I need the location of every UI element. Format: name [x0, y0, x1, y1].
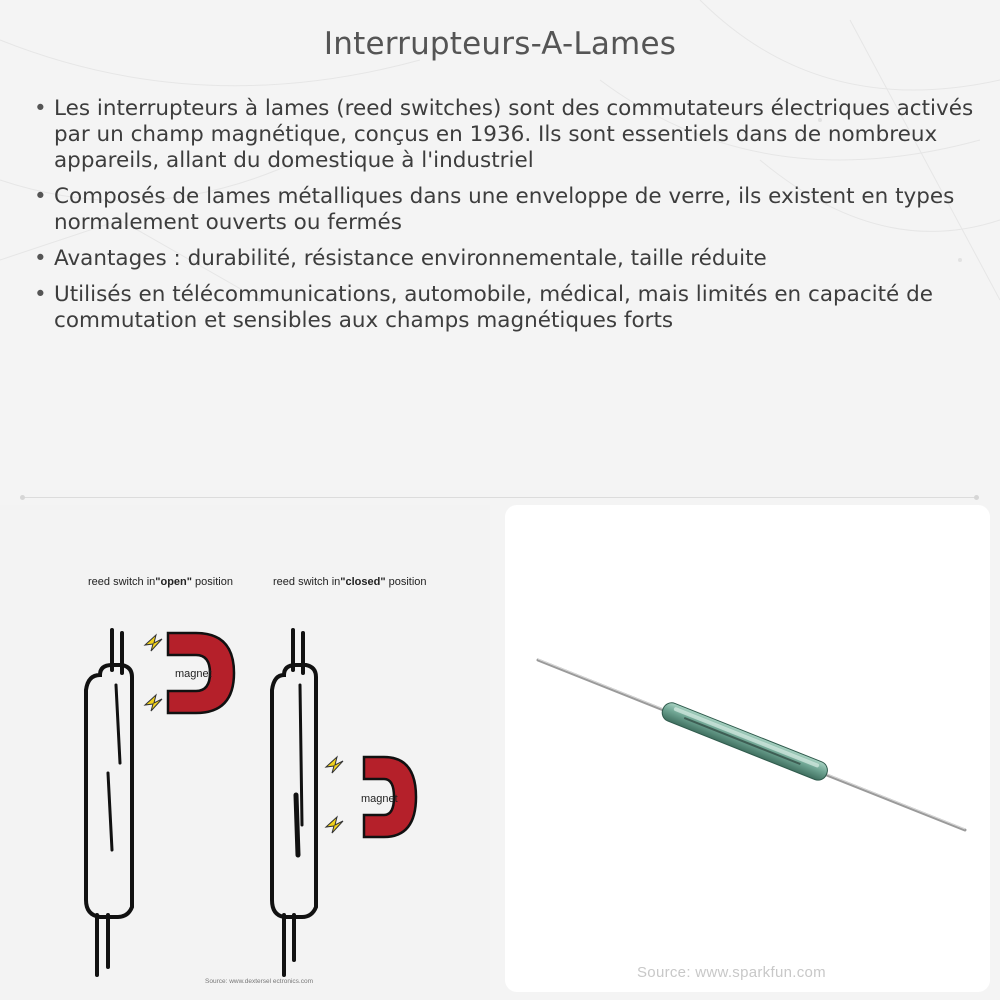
caption-closed: reed switch in"closed" position	[273, 576, 427, 588]
magnet-label: magnet	[175, 668, 212, 680]
magnetic-field-spark-icon	[326, 757, 343, 833]
bullet-item: • Avantages : durabilité, résistance environnementale, taille réduite	[32, 246, 982, 272]
reed-switch-diagram-panel	[0, 505, 490, 1000]
magnet-label: magnet	[361, 793, 398, 805]
magnet-icon	[168, 633, 234, 713]
closed-reed-switch	[272, 630, 316, 975]
reed-switch-photo-panel	[505, 505, 990, 992]
bullet-item: • Les interrupteurs à lames (reed switches) sont des commutateurs électriques activés par un champ magnétique, conçus en 1936. Ils sont essentiels dans de nombreux appareils, allant du domestique à l'industriel	[32, 96, 982, 174]
section-divider	[22, 497, 977, 498]
open-reed-switch	[86, 630, 132, 975]
bullet-item: • Utilisés en télécommunications, automobile, médical, mais limités en capacité de commutation et sensibles aux champs magnétiques forts	[32, 282, 982, 334]
diagram-source-credit: Source: www.dextersel ectronics.com	[205, 978, 314, 985]
bullet-item: • Composés de lames métalliques dans une enveloppe de verre, ils existent en types normalement ouverts ou fermés	[32, 184, 982, 236]
caption-open: reed switch in"open" position	[88, 576, 233, 588]
reed-switch-photo	[505, 505, 990, 992]
reed-switch-diagram	[0, 505, 490, 1000]
magnetic-field-spark-icon	[145, 635, 162, 711]
bullet-list	[32, 96, 982, 344]
magnet-icon	[361, 757, 416, 837]
page-title: Interrupteurs-A-Lames	[323, 26, 677, 62]
photo-source-credit: Source: www.sparkfun.com	[637, 964, 826, 981]
